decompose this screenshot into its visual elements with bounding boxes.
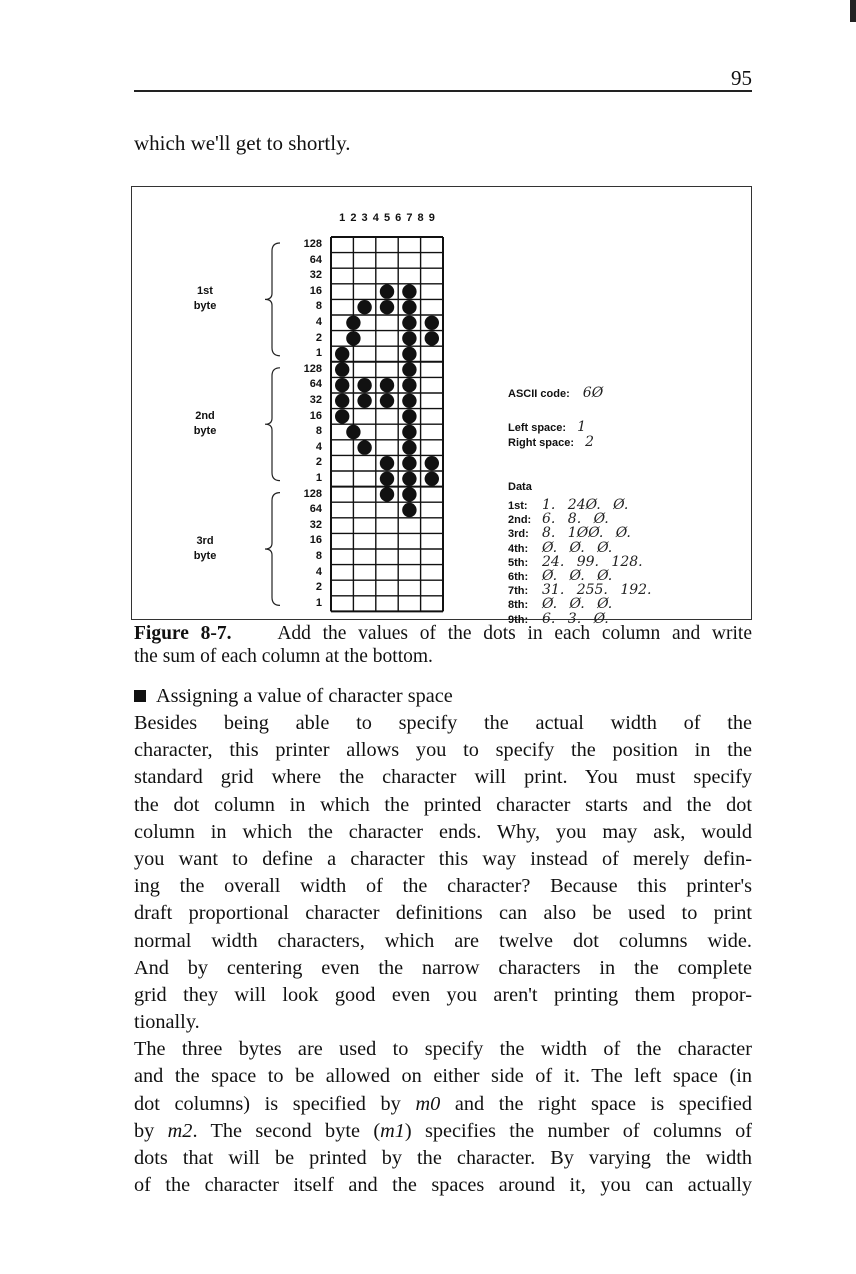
text-segment: dot columns) is specified by <box>134 1092 416 1115</box>
caption-line-2: the sum of each column at the bottom. <box>134 646 433 667</box>
left-space-row <box>508 419 586 435</box>
text-segment: ing the overall width of the character? Because this printer's <box>134 875 752 898</box>
dot <box>402 409 416 423</box>
data-row-label: 3rd: <box>508 528 529 541</box>
dot <box>357 300 371 314</box>
dot <box>402 440 416 454</box>
body-line <box>134 1036 752 1063</box>
left-space-label: Left space: <box>508 422 567 434</box>
body-line <box>134 846 752 873</box>
byte-brace <box>265 493 280 606</box>
byte-label <box>185 409 225 439</box>
section-heading <box>134 683 752 710</box>
dot <box>357 378 371 392</box>
data-label: Data <box>508 481 532 493</box>
variable-name: m2 <box>167 1119 193 1142</box>
body-line <box>134 792 752 819</box>
column-number: 5 <box>383 212 391 224</box>
bit-value-label: 16 <box>309 409 322 422</box>
caption-text-1: Add the values of the dots in each column and write <box>277 623 752 644</box>
text-segment: The three bytes are used to specify the width of the character <box>134 1038 752 1061</box>
data-row-label: 2nd: <box>508 514 532 527</box>
bit-value-label: 32 <box>309 518 322 531</box>
bit-value-label: 4 <box>315 316 322 328</box>
body-line <box>134 1172 752 1199</box>
right-space-row <box>508 434 594 450</box>
bit-value-label: 2 <box>315 581 322 594</box>
bit-value-label: 64 <box>309 253 322 266</box>
bit-value-label: 8 <box>315 425 322 438</box>
dot <box>402 503 416 517</box>
page-number: 95 <box>731 66 752 90</box>
bit-value-label: 16 <box>309 284 322 297</box>
left-space-value: 1 <box>577 419 587 435</box>
dot <box>380 456 394 470</box>
text-segment: column in which the character ends. Why, you may ask, would <box>134 820 752 843</box>
column-number: 8 <box>417 212 424 224</box>
dot <box>380 284 394 298</box>
byte-label-text: 2nd <box>195 410 215 423</box>
dot <box>335 347 349 361</box>
data-row-value: Ø. Ø. Ø. <box>542 596 613 613</box>
body-line <box>134 955 752 982</box>
dot <box>402 378 416 392</box>
figure-caption <box>134 622 752 668</box>
column-number: 2 <box>350 212 357 224</box>
dot <box>346 425 360 439</box>
column-number: 9 <box>428 212 435 224</box>
byte-label <box>185 534 225 564</box>
data-row-value: 31. 255. 192. <box>542 582 652 599</box>
dot <box>335 378 349 392</box>
body-line <box>134 928 752 955</box>
bit-value-label: 32 <box>309 269 322 282</box>
bullet-icon <box>134 690 146 702</box>
body-line <box>134 1009 752 1036</box>
bit-value-label: 1 <box>315 472 322 484</box>
byte-label-text: byte <box>193 425 217 438</box>
dot <box>335 409 349 423</box>
text-segment: tionally. <box>134 1011 200 1034</box>
body-line <box>134 1118 752 1145</box>
dot <box>357 440 371 454</box>
column-number: 4 <box>372 212 379 224</box>
dot <box>425 331 439 345</box>
dot <box>402 472 416 486</box>
body-line <box>134 764 752 791</box>
bit-value-label: 16 <box>309 534 322 547</box>
dot <box>402 316 416 330</box>
dot <box>402 300 416 314</box>
ascii-code-value: 6Ø <box>582 385 604 401</box>
variable-name: m0 <box>415 1092 441 1115</box>
text-segment: character, this printer allows you to specify the position in the <box>134 739 752 762</box>
byte-brace <box>265 368 280 481</box>
dot <box>402 487 416 501</box>
dot <box>402 456 416 470</box>
data-row-value: 1. 24Ø. Ø. <box>542 497 629 513</box>
data-row-value: 8. 1ØØ. Ø. <box>542 525 631 542</box>
body-line <box>134 1091 752 1118</box>
body-line <box>134 900 752 927</box>
column-number: 7 <box>406 212 413 224</box>
dot <box>425 456 439 470</box>
data-row-label: 4th: <box>508 542 529 555</box>
bit-value-label: 32 <box>309 394 322 406</box>
byte-label-text: byte <box>193 300 217 313</box>
dot <box>380 472 394 486</box>
dot <box>402 347 416 361</box>
column-number: 3 <box>361 212 368 224</box>
ascii-code-row <box>508 385 603 401</box>
dot <box>380 487 394 501</box>
caption-line-1 <box>134 622 752 645</box>
body-line <box>134 1145 752 1172</box>
dot <box>380 300 394 314</box>
bit-value-label: 4 <box>315 565 322 578</box>
dot <box>357 394 371 408</box>
dot <box>425 316 439 330</box>
text-segment: normal width characters, which are twelve dot columns wide. <box>134 929 752 952</box>
dot <box>402 331 416 345</box>
text-segment: dots that will be printed by the character. By varying the width <box>134 1147 752 1169</box>
text-segment: Besides being able to specify the actual width of the <box>134 712 752 734</box>
text-segment: draft proportional character definitions can also be used to print <box>134 902 752 925</box>
dot <box>402 394 416 408</box>
body-line <box>134 873 752 900</box>
text-segment: ) specifies the number of columns of <box>404 1119 752 1142</box>
byte-label <box>185 284 225 314</box>
data-row-value: Ø. Ø. Ø. <box>542 568 613 584</box>
data-row-label: 8th: <box>508 599 529 612</box>
byte-label-text: 3rd <box>196 535 214 547</box>
text-segment: . The second byte ( <box>192 1119 381 1142</box>
body-line <box>134 819 752 846</box>
bit-value-label: 2 <box>315 456 322 469</box>
text-segment: and the right space is specified <box>440 1092 752 1115</box>
byte-label-text: 1st <box>197 285 213 298</box>
bit-value-label: 128 <box>303 238 322 250</box>
text-segment: and the space to be allowed on either side of it. The left space (in <box>134 1065 752 1088</box>
bit-value-label: 64 <box>309 378 322 391</box>
data-row-label: 5th: <box>508 556 529 569</box>
data-row-label: 6th: <box>508 571 529 583</box>
right-space-label: Right space: <box>508 437 575 449</box>
variable-name: m1 <box>380 1119 405 1142</box>
byte-label-text: byte <box>193 550 217 562</box>
body-text <box>134 710 752 1199</box>
dot <box>346 331 360 345</box>
bit-value-label: 1 <box>315 596 322 609</box>
section-heading-text: Assigning a value of character space <box>156 685 453 707</box>
text-segment: by <box>134 1119 168 1142</box>
bit-value-label: 2 <box>315 331 322 344</box>
dot <box>402 425 416 439</box>
column-number: 6 <box>395 212 402 224</box>
dot <box>335 394 349 408</box>
text-segment: grid they will look good even you aren't printing them propor- <box>134 983 752 1006</box>
body-line <box>134 737 752 764</box>
text-segment: of the character itself and the spaces around it, you can actually <box>134 1174 752 1197</box>
right-space-value: 2 <box>585 434 594 450</box>
dot <box>425 472 439 486</box>
data-row-value: Ø. Ø. Ø. <box>542 539 613 556</box>
bit-value-label: 4 <box>315 440 322 453</box>
dot <box>402 362 416 376</box>
caption-label: Figure 8-7. <box>134 623 232 644</box>
body-line <box>134 710 752 737</box>
data-row-label: 7th: <box>508 585 529 598</box>
dot <box>380 394 394 408</box>
bit-value-label: 8 <box>315 550 322 562</box>
text-segment: And by centering even the narrow characters in the complete <box>134 956 752 979</box>
bit-value-label: 1 <box>315 347 322 360</box>
data-row-value: 24. 99. 128. <box>542 553 643 570</box>
column-number: 1 <box>339 212 346 224</box>
data-row-label: 9th: <box>508 613 529 626</box>
bit-value-label: 8 <box>315 300 322 313</box>
body-line <box>134 982 752 1009</box>
byte-brace <box>265 243 280 356</box>
ascii-code-label: ASCII code: <box>508 388 570 400</box>
dot <box>346 316 360 330</box>
bit-value-label: 64 <box>309 503 322 516</box>
dot <box>402 284 416 298</box>
dot <box>335 362 349 376</box>
data-row-label: 1st: <box>508 500 528 512</box>
text-segment: the dot column in which the printed character starts and the dot <box>134 793 752 816</box>
data-row-value: 6. 8. Ø. <box>542 511 609 528</box>
data-row-value: 6. 3. Ø. <box>542 610 609 627</box>
bit-value-label: 128 <box>303 487 322 500</box>
body-line <box>134 1063 752 1090</box>
bit-value-label: 128 <box>303 362 322 375</box>
text-segment: you want to define a character this way instead of merely defin- <box>134 847 752 870</box>
text-segment: standard grid where the character will print. You must specify <box>134 766 752 789</box>
lead-text: which we'll get to shortly. <box>134 131 351 155</box>
dot <box>380 378 394 392</box>
